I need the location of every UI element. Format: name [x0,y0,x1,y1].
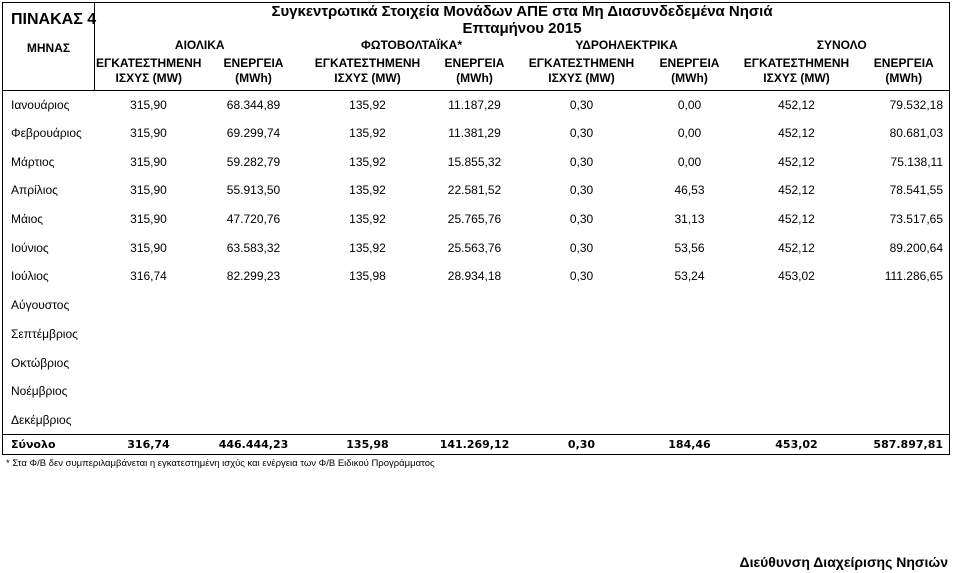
value-cell [645,320,735,349]
energy-header-hydro: ΕΝΕΡΓΕΙΑ (MWh) [645,52,735,90]
value-cell: 11.187,29 [448,97,501,112]
value-cell: 135,92 [349,240,386,255]
value-cell: 59.282,79 [226,154,281,169]
value-cell: 135,92 [349,97,386,112]
value-cell: 75.138,11 [859,147,950,176]
table-row [3,291,950,320]
total-value-cell: 587.897,81 [859,434,950,454]
sub-header-row [3,52,950,90]
table-label: ΠΙΝΑΚΑΣ 4 [3,3,95,38]
value-cell: 0,30 [569,154,594,169]
value-cell [305,377,431,406]
value-cell: 0,30 [569,97,594,112]
value-cell: 25.563,76 [447,240,502,255]
value-cell: 46,53 [674,183,705,198]
total-value-cell: 184,46 [645,434,735,454]
value-cell [305,291,431,320]
value-cell [859,348,950,377]
table-row [3,176,950,205]
value-cell: 89.200,64 [859,233,950,262]
value-cell: 78.541,55 [859,176,950,205]
value-cell: 69.299,74 [226,126,281,141]
month-cell: Νοέμβριος [3,377,95,406]
value-cell: 0,30 [569,126,594,141]
value-cell [645,406,735,435]
value-cell [203,291,305,320]
total-value-cell: 316,74 [95,434,203,454]
month-cell: Μάρτιος [3,147,95,176]
cap-header-total: ΕΓΚΑΤΕΣΤΗΜΕΝΗ ΙΣΧΥΣ (MW) [735,52,859,90]
value-cell [519,291,645,320]
value-cell: 82.299,23 [226,269,281,284]
value-cell: 135,92 [349,183,386,198]
table-row [3,147,950,176]
table-row [3,406,950,435]
value-cell [431,377,519,406]
value-cell [431,348,519,377]
energy-header-total: ΕΝΕΡΓΕΙΑ (MWh) [859,52,950,90]
energy-header-pv: ΕΝΕΡΓΕΙΑ (MWh) [431,52,519,90]
department-signature: Διεύθυνση Διαχείρισης Νησιών [739,554,948,570]
value-cell [203,406,305,435]
month-cell: Ιανουάριος [3,90,95,119]
cap-header-hydro: ΕΓΚΑΤΕΣΤΗΜΕΝΗ ΙΣΧΥΣ (MW) [519,52,645,90]
value-cell: 0,00 [677,154,702,169]
value-cell [305,348,431,377]
value-cell: 135,92 [349,154,386,169]
value-cell: 452,12 [778,154,815,169]
value-cell: 452,12 [778,97,815,112]
value-cell [859,406,950,435]
value-cell: 453,02 [778,269,815,284]
value-cell: 452,12 [778,126,815,141]
table-row [3,262,950,291]
total-value-cell: 141.269,12 [431,434,519,454]
footnote: * Στα Φ/Β δεν συμπεριλαμβάνεται η εγκατεστημένη ισχύς και ενέργεια των Φ/Β Ειδικού Προγράμματος [6,458,435,469]
month-cell: Δεκέμβριος [3,406,95,435]
value-cell [735,320,859,349]
cap-header-pv: ΕΓΚΑΤΕΣΤΗΜΕΝΗ ΙΣΧΥΣ (MW) [305,52,431,90]
value-cell [645,348,735,377]
value-cell [519,320,645,349]
value-cell [735,406,859,435]
table-row [3,119,950,148]
cap-header-wind: ΕΓΚΑΤΕΣΤΗΜΕΝΗ ΙΣΧΥΣ (MW) [95,52,203,90]
table-row [3,320,950,349]
group-hydro: ΥΔΡΟΗΛΕΚΤΡΙΚΑ [575,37,678,52]
value-cell [859,320,950,349]
value-cell: 0,00 [677,126,702,141]
total-value-cell: 453,02 [735,434,859,454]
value-cell: 315,90 [130,183,167,198]
value-cell: 79.532,18 [859,90,950,119]
value-cell [305,320,431,349]
value-cell: 0,30 [569,269,594,284]
value-cell: 31,13 [674,212,705,227]
value-cell [95,320,203,349]
table-row [3,205,950,234]
value-cell: 452,12 [778,183,815,198]
value-cell [431,291,519,320]
value-cell [519,406,645,435]
group-pv: ΦΩΤΟΒΟΛΤΑΪΚΑ* [360,37,463,52]
doc-title: Συγκεντρωτικά Στοιχεία Μονάδων ΑΠΕ στα Μη Διασυνδεδεμένα Νησιά [271,3,773,20]
value-cell [735,377,859,406]
value-cell [735,291,859,320]
group-header-row [3,37,950,52]
total-label: Σύνολο [3,434,95,454]
value-cell: 11.381,29 [448,126,501,141]
value-cell [95,377,203,406]
value-cell [431,320,519,349]
table-row [3,348,950,377]
month-cell: Αύγουστος [3,291,95,320]
value-cell: 55.913,50 [226,183,281,198]
value-cell: 316,74 [130,269,167,284]
value-cell: 68.344,89 [226,97,281,112]
value-cell [859,377,950,406]
value-cell: 0,30 [569,240,594,255]
value-cell [95,348,203,377]
month-cell: Μάιος [3,205,95,234]
month-cell: Ιούλιος [3,262,95,291]
value-cell [305,406,431,435]
value-cell [95,291,203,320]
month-cell: Φεβρουάριος [3,119,95,148]
value-cell: 28.934,18 [447,269,502,284]
doc-subtitle: Επταμήνου 2015 [462,20,582,37]
group-wind: ΑΙΟΛΙΚΑ [95,37,305,52]
value-cell: 63.583,32 [226,240,281,255]
value-cell: 315,90 [130,97,167,112]
month-cell: Ιούνιος [3,233,95,262]
month-cell: Απρίλιος [3,176,95,205]
value-cell [203,320,305,349]
value-cell: 452,12 [778,240,815,255]
total-value-cell: 135,98 [305,434,431,454]
value-cell: 25.765,76 [447,212,502,227]
value-cell: 53,56 [674,240,705,255]
month-cell: Οκτώβριος [3,348,95,377]
value-cell: 22.581,52 [447,183,502,198]
value-cell: 15.855,32 [447,154,502,169]
total-row [3,434,950,454]
value-cell [203,348,305,377]
value-cell: 80.681,03 [859,119,950,148]
value-cell [645,291,735,320]
value-cell: 315,90 [130,212,167,227]
value-cell: 0,30 [569,212,594,227]
value-cell [645,377,735,406]
table-row [3,90,950,119]
energy-header-wind: ΕΝΕΡΓΕΙΑ (MWh) [203,52,305,90]
title-cell [95,3,950,38]
value-cell [203,377,305,406]
total-value-cell: 0,30 [519,434,645,454]
value-cell [431,406,519,435]
value-cell: 452,12 [778,212,815,227]
value-cell: 135,92 [349,212,386,227]
value-cell [519,377,645,406]
value-cell: 47.720,76 [226,212,281,227]
month-header: ΜΗΝΑΣ [3,37,95,90]
value-cell: 315,90 [130,240,167,255]
value-cell: 0,00 [677,97,702,112]
total-value-cell: 446.444,23 [203,434,305,454]
month-cell: Σεπτέμβριος [3,320,95,349]
value-cell [859,291,950,320]
value-cell: 53,24 [674,269,705,284]
value-cell: 135,92 [349,126,386,141]
group-total: ΣΥΝΟΛΟ [735,37,950,52]
value-cell [95,406,203,435]
table-row [3,377,950,406]
value-cell [735,348,859,377]
value-cell: 315,90 [130,154,167,169]
value-cell [519,348,645,377]
table-row [3,233,950,262]
value-cell: 0,30 [569,183,594,198]
title-row [3,3,950,38]
value-cell: 73.517,65 [859,205,950,234]
value-cell: 111.286,65 [859,262,950,291]
value-cell: 315,90 [130,126,167,141]
value-cell: 135,98 [349,269,386,284]
res-summary-table [2,2,950,455]
